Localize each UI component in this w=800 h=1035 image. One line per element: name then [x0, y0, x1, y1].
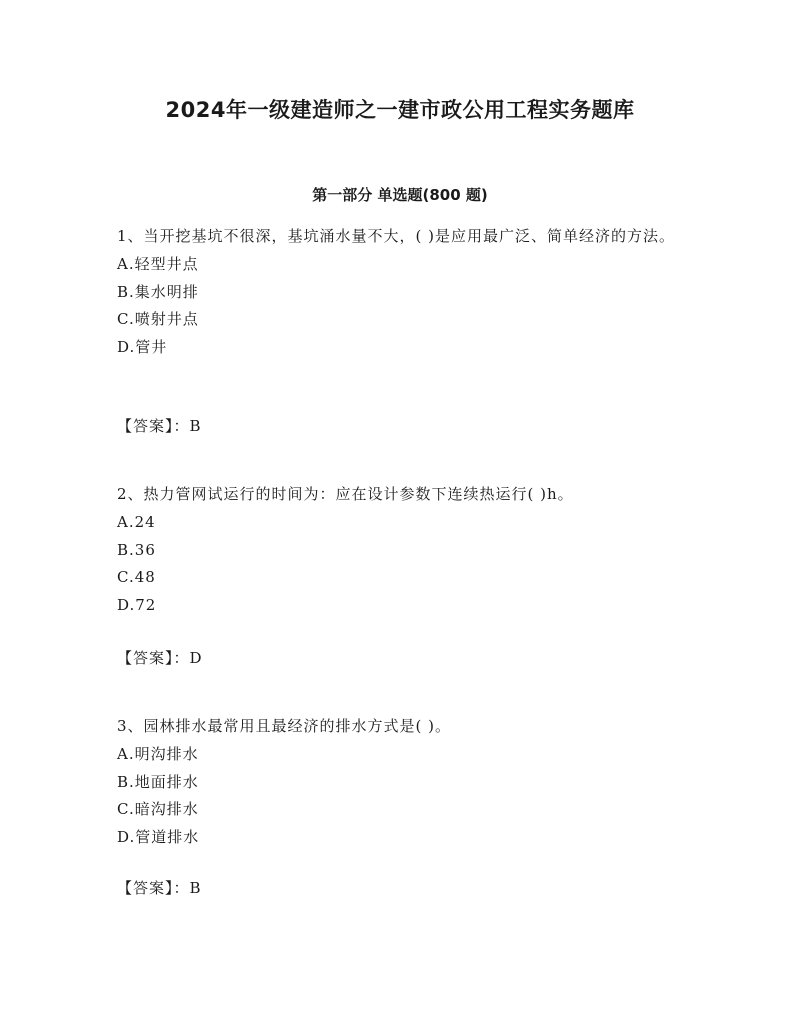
- answer-value: D: [189, 649, 203, 667]
- option-list: [117, 509, 687, 619]
- section-title: 第一部分 单选题(800 题): [312, 186, 488, 204]
- option-c: C.48: [117, 568, 156, 586]
- question-stem: 3、园林排水最常用且最经济的排水方式是( )。: [117, 717, 452, 735]
- option-c: C.喷射井点: [117, 310, 199, 328]
- answer-line: [117, 414, 202, 438]
- document-title: 2024年一级建造师之一建市政公用工程实务题库: [165, 98, 635, 122]
- answer-line: [117, 876, 202, 900]
- option-d: D.管道排水: [117, 827, 200, 846]
- answer-label: 【答案】：: [117, 879, 190, 897]
- answer-label: 【答案】：: [117, 649, 190, 667]
- question-3: [117, 713, 687, 851]
- answer-label: 【答案】：: [117, 417, 190, 435]
- question-stem: 2、热力管网试运行的时间为：应在设计参数下连续热运行( )h。: [117, 485, 574, 503]
- option-d: D.管井: [117, 337, 168, 356]
- answer-value: B: [189, 417, 202, 435]
- answer-value: B: [189, 879, 202, 897]
- option-b: B.集水明排: [117, 282, 199, 301]
- question-stem: 1、当开挖基坑不很深，基坑涌水量不大，( )是应用最广泛、简单经济的方法。: [117, 227, 676, 245]
- option-b: B.36: [117, 540, 156, 559]
- question-2: [117, 481, 687, 619]
- option-list: [117, 251, 687, 361]
- option-c: C.暗沟排水: [117, 800, 199, 818]
- option-d: D.72: [117, 595, 157, 614]
- option-a: A.轻型井点: [117, 255, 199, 273]
- option-list: [117, 741, 687, 851]
- answer-line: [117, 646, 203, 670]
- question-1: [117, 223, 687, 361]
- option-a: A.24: [117, 513, 156, 531]
- option-b: B.地面排水: [117, 772, 199, 791]
- option-a: A.明沟排水: [117, 745, 199, 763]
